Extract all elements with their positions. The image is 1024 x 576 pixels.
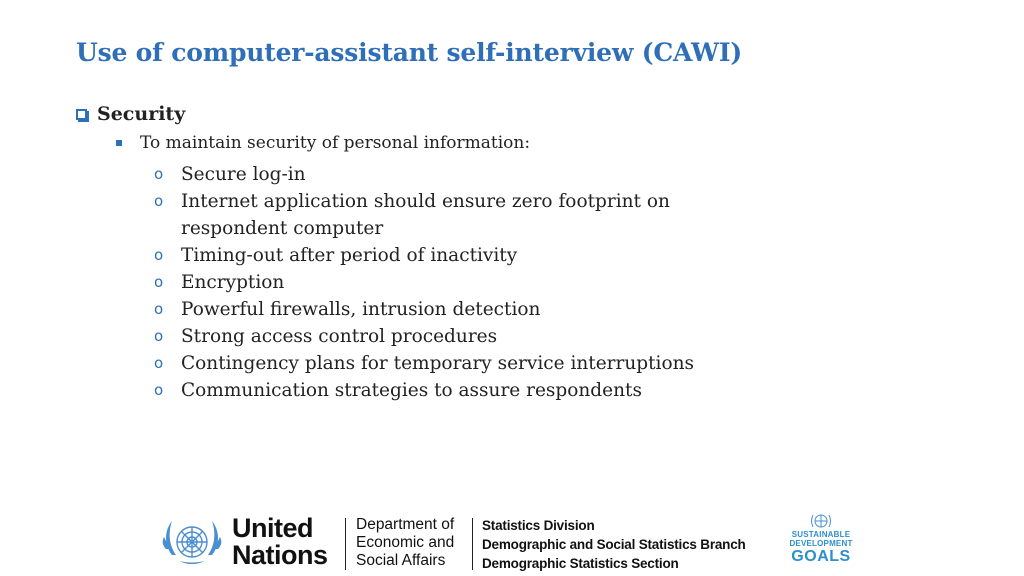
subheading-text: To maintain security of personal information: <box>140 133 531 153</box>
list-item-text: Secure log-in <box>181 164 306 185</box>
un-line-1: United <box>232 513 313 543</box>
list-item <box>154 188 714 242</box>
dept-line-3: Social Affairs <box>356 552 446 569</box>
hollow-square-icon <box>76 109 87 120</box>
list-item <box>154 350 714 377</box>
list-item <box>154 296 714 323</box>
sdg-logo <box>782 512 860 570</box>
divider <box>472 518 473 570</box>
hollow-circle-icon: o <box>154 327 164 345</box>
stats-line-1: Statistics Division <box>482 518 595 533</box>
sdg-line-3: GOALS <box>791 548 851 565</box>
hollow-circle-icon: o <box>154 381 164 399</box>
list-item <box>154 161 714 188</box>
list-item <box>154 377 714 404</box>
list-item <box>154 242 714 269</box>
security-items-list <box>154 161 714 404</box>
list-item-text: Strong access control procedures <box>181 326 498 347</box>
filled-square-icon <box>116 140 122 146</box>
sdg-line-1: SUSTAINABLE <box>791 530 851 539</box>
sdg-emblem-icon <box>810 512 832 530</box>
statistics-division-label <box>482 516 746 573</box>
un-line-2: Nations <box>232 540 328 570</box>
heading-security: Security <box>97 103 186 125</box>
slide-title: Use of computer-assistant self-interview (CAWI) <box>76 38 742 67</box>
hollow-circle-icon: o <box>154 273 164 291</box>
hollow-circle-icon: o <box>154 300 164 318</box>
heading-row <box>76 103 185 125</box>
department-label <box>356 516 454 570</box>
dept-line-1: Department of <box>356 516 455 533</box>
footer-logos <box>160 510 860 572</box>
divider <box>345 518 346 570</box>
list-item <box>154 269 714 296</box>
hollow-circle-icon: o <box>154 192 164 210</box>
stats-line-3: Demographic Statistics Section <box>482 556 679 571</box>
subheading-row <box>116 133 530 153</box>
list-item-text: Internet application should ensure zero footprint on respondent computer <box>181 191 670 239</box>
sdg-line-2: DEVELOPMENT <box>789 539 853 548</box>
list-item-text: Powerful firewalls, intrusion detection <box>181 299 541 320</box>
hollow-circle-icon: o <box>154 354 164 372</box>
un-wordmark <box>232 515 328 569</box>
list-item-text: Contingency plans for temporary service interruptions <box>181 353 695 374</box>
dept-line-2: Economic and <box>356 534 455 551</box>
stats-line-2: Demographic and Social Statistics Branch <box>482 537 746 552</box>
list-item-text: Communication strategies to assure respondents <box>181 380 642 401</box>
list-item-text: Timing-out after period of inactivity <box>181 245 518 266</box>
list-item-text: Encryption <box>181 272 285 293</box>
list-item <box>154 323 714 350</box>
un-emblem-icon <box>160 515 224 571</box>
hollow-circle-icon: o <box>154 165 164 183</box>
hollow-circle-icon: o <box>154 246 164 264</box>
